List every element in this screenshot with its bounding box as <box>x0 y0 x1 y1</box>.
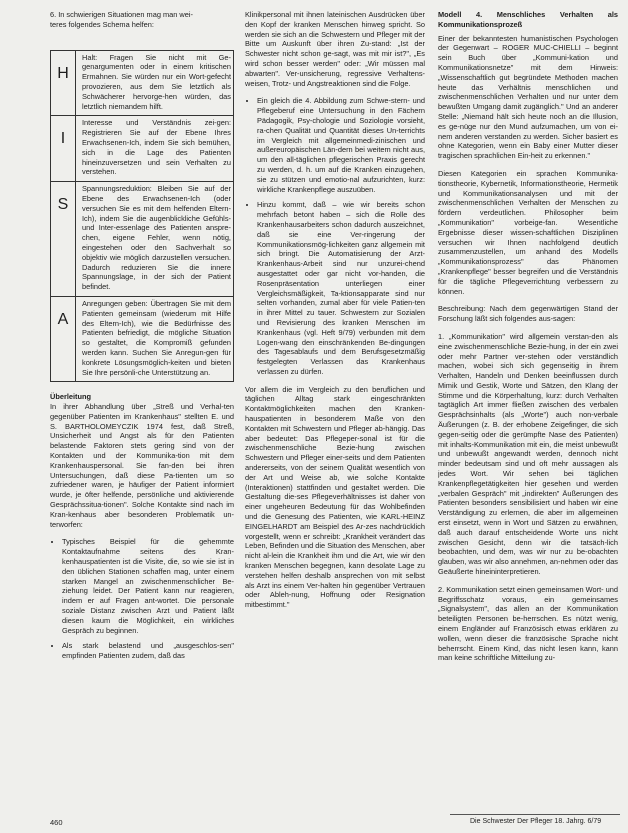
page-number: 460 <box>50 818 63 827</box>
hisa-text: Spannungsreduktion: Bleiben Sie auf der Ebene des Erwachsenen-Ich (oder versuchen Sie es mit dem helfenden Eltern-Ich), indem Sie die augenblickliche Gefühls- und Inter-essenlage des Patienten anspre-chen, eigene Fehler, wenn nötig, eingestehen oder den Sachverhalt so objektiv wie möglich darzustellen versuchen. Dadurch reduzieren Sie die innere Spannungslage, in der sich der Patient befindet. <box>82 184 231 292</box>
bullet-list <box>50 537 234 661</box>
hisa-letter: I <box>51 116 76 181</box>
body-paragraph: Vor allem die im Vergleich zu den beruflichen und täglichen Alltag stark eingeschränkten Kontaktmöglichkeiten machen den Kranken-hauspatienten in besonderem Maße von den Kontakten mit Schwestern und Pfleger ab-hängig. Das aber bedeutet: Das Pflegeper-sonal ist für die zwischenmenschliche Bezie-hung zwischen Schwestern und Pfleger einer-seits und dem Patienten andererseits, von der seinem Qualität wesentlich von der Art und Weise ab, wie solche Kontakte (Interaktionen) stattfinden und gestaltet werden. Die Gestaltung die-ses Pflegeverhältnisses ist daher von einer ungeheuren Bedeutung für das Wohlbefinden und die Genesung des Patienten, wie KARL-HEINZ EINGELHARDT am Beispiel des Ar-zes nachdrücklich vorgestellt, wenn er schreibt: „Krankheit verändert das Leben, Befinden und die Situation des Menschen, aber nicht al-lein die Krankheit ihm und die Art, wie wir den kranken Menschen begegnen, kann desolate Lage zu verstehen helfen deshalb ansprechen von mit selbst als Arzt ins einem Ver-halten hin gegenüber Vertrauen oder Ableh-nung, Hoffnung oder Resignation mitbestimmt." <box>245 384 425 610</box>
hisa-letter: H <box>51 51 76 116</box>
body-paragraph: In ihrer Abhandlung über „Streß und Verhal-ten gegenüber Patienten im Krankenhaus" stellten E. und S. BARTHOLOMEYCZIK 1974 fest, daß Streß, Unsicherheit und Angst als für den Patienten belastende Faktoren stets gering sind von der Kontakten und der Kommunika-tion mit dem Krankenhauspersonal. Sie fan-den bei ihren Untersuchungen, daß diese Pa-tienten um so zufriedener waren, je häufiger der Patient informiert wurde, je öfter helfende, persönliche und aktivierende Gesprächssitua-tionen". Solche Kontakte sind nach im Kran-kenhaus aber besonderen Problematik un-terworfen: <box>50 402 234 529</box>
hisa-letter: S <box>51 182 76 296</box>
hisa-text: Interesse und Verständnis zei-gen: Registrieren Sie auf der Ebene Ihres Erwachsenen-Ich, indem Sie sich bemühen, sich in die Lage des Patienten hineinzuversetzen und sein Verhalten zu verstehen. <box>82 118 231 177</box>
hisa-text: Anregungen geben: Übertragen Sie mit dem Patienten gemeinsam (wiederum mit Hilfe des Eltern-Ich), wie die Bedürfnisse des Patienten befriedigt, die mögliche Situation so gestaltet, die Kompromiß gefunden werden kann. Suchen Sie Anregun-gen für konkrete Lösungsmöglich-keiten und bieten Sie Ihre persönli-che Unterstützung an. <box>82 298 231 377</box>
column-left <box>50 10 234 812</box>
footer-journal: Die Schwester Der Pfleger 18. Jahrg. 6/79 <box>470 818 602 825</box>
list-item: • Typisches Beispiel für die gehemmte Kontaktaufnahme seitens des Kran-kenhauspatienten ist die Visite, die, so wie sie ist in den üblichen Stationen schaffen mag, unter einem starken Mangel an zwischenmenschlicher Be-ziehung leidet. Der Patient kann nur reagieren, indem er auf Fragen ant-wortet. Die personale soziale Distanz zwischen Arzt und Patient läßt diesen kaum die Möglichkeit, ein wirkliches Gespräch zu beginnen. <box>62 537 234 635</box>
hisa-row-h <box>51 51 233 117</box>
body-paragraph: Klinikpersonal mit ihnen lateinischen Ausdrücken über den Kopf der kranken Menschen hinweg spricht. So werden sie sich an die Schwestern und Pfleger mit der Bitte um Auskunft über ihren Zu-stand: „Ist der Schwester nicht schon ge-sagt, was mit mir ist?", „Es wird schon besser werden" oder: „Wir müssen mal abwarten". Ver-unsicherung, regressive Verhaltens-weisen, Trotz- und Angstreaktionen sind die Folge. <box>245 10 425 88</box>
body-paragraph: Beschreibung: Nach dem gegenwärtigen Stand der Forschung läßt sich folgendes aus-sagen: <box>438 304 618 324</box>
list-item: • Als stark belastend und „ausgeschlos-sen" empfinden Patienten zudem, daß das <box>62 641 234 661</box>
list-item: • Ein gleich die 4. Abbildung zum Schwe-stern- und Pflegeberuf eine Untersuchung in den Fächern Pädagogik, Psy-chologie und Soziologie vorsieht, ra-chen Qualität und Quantität dieses Un-terrichts im Vergleich mit allgemeinmedi-zinischen und außereuropäischen Län-dern bei weitem nicht aus, um den all-täglichen pflegerischen Praxis gerecht zu werden, d. h. um auf die Kranken einzugehen, sie zu stützen und emotio-nal aufzurichten, kurz: wirkliche Krankenpflege auszuüben. <box>257 96 425 194</box>
intro-paragraph: 6. In schwierigen Situationen mag man wei- teres folgendes Schema helfen: <box>50 10 193 29</box>
hisa-schema-box <box>50 50 234 383</box>
hisa-letter: A <box>51 297 76 381</box>
body-paragraph: Einer der bekanntesten humanistischen Psychologen der Gegenwart – ROGER MUC-CHIELLI – beginnt sein Buch über „Kommuni-kation und Kommunikationsnetze" mit dem Hinweis: „Wissenschaftlich gut begründete Methoden machen heute das Verhältnis menschlichen und zwischenmenschlichen Verhalten und nur unter dem bewußten Umgang damit zugänglich." Und an anderer Stelle: „Niemand hält sich heute noch an die Illusion, es ge-nüge nur den Mund aufzumachen, um von ei-nem anderen verstanden zu werden. Sicher basiert es ohne Kategorien, wenn ein Baby einer Mutter dieser tragischen sprachlichen Ein-heit zu erkennen." <box>438 33 618 161</box>
body-paragraph: Diesen Kategorien ein sprachen Kommunika-tionstheorie, Kybernetik, Informationstheorie, Hermetik und Kommunikationsanalysen und mit der zwischenmenschlichen Verhalten der Menschen zu fördern verdeutlichen. Philosopher beim „Kommunikation" vorbeige-fan. Wesentliche Ergebnisse dieser wissen-schaftlichen Disziplinen versuchen wir Ihnen nachfolgend deutlich zusammenzustellen, um anhand des Modells „Kommunikationsprozess" das Phänomen „Krankenpflege" besser begreifen und die Verständnis für die tägliche Pflegeverrichtung verbessern zu können. <box>438 168 618 296</box>
footer-rule <box>450 814 620 815</box>
section-title: Modell 4. Menschliches Verhalten als Kommunikationsprozeß <box>438 10 618 29</box>
body-paragraph: 2. Kommunikation setzt einen gemeinsamen Wort- und Begriffsschatz voraus, ein gemeinsames „Signalsystem", das allen an der Kommunikation beteiligten Personen be-herrschen. Es nützt wenig, einem Engländer auf Französisch etwas erklären zu wollen, wenn dieser die französische Sprache nicht beherrscht. Einem Kind, das nicht lesen kann, kann man keine schriftliche Mitteilung zu- <box>438 584 618 663</box>
list-item: • Hinzu kommt, daß – wie wir bereits schon mehrfach betont haben – sich die Rolle des Krankenhausarbeiters schon dadurch auszeichnet, daß sie eine Ver-ringerung der Kommunikationsmög-lichkeiten ganz allgemein mit sich bringt. Die Automatisierung der Arzt-Krankenhaus-Arbeit sind nur unzurei-chend ausgestattet oder gar nicht vor-handen, die Rosenpräsentation unterliegen einer Vergleichsmäßigkeit, Ta-ktionsapparate sind nur selten vorhanden, zumal aber für viele Patien-ten in ihrer Mittel zu tauer. Schwestern zur Sozialen und Revisierung des kranken Menschen im Krankenhaus (vgl. Heft 9/79) verbunden mit dem Logen-wang den einschränkenden Be-dingungen des Tagesablaufs und dem Berufsgesetzmäßig festgelegten Verlassen das Krankenhaus verlassen zu dürfen. <box>257 200 425 376</box>
hisa-row-i <box>51 116 233 182</box>
body-paragraph: 1. „Kommunikation" wird allgemein verstan-den als eine zwischenmenschliche Bezie-hung, in der ein zwei oder mehr Partner ver-stehen oder verständlich machen, wobei sich sich gegenseitig in ihrem Verhalten, Handeln und Denken beeinflussen durch Mimik und Gestik, Worte und Sätzen, den Klang der Stimme und die Körperhaltung, kurz: durch Verhalten tagtäglich Art immer fließen zwischen des verbalen Gesprächsinhalts (als „Worte") auch non-verbale Äußerungen (z. B. der erhobene Zeigefinger, die sich gegen-seitig oder die gerümpfte Nase des Patienten) mit inhalts-Kommunikation mit ein, die meist unbewußt und unbewußt angewandt werden, dennoch nicht minder bedeutsam sind und oft mehr aussagen als jedes Wort. Wir sehen bei täglichen Krankenpflegetätigkeiten hier gesehen und werden „verbalen Gespräch" mit „indirekten" Äußerungen des Patienten besonders sensibilisiert und haben wir eine Verständigung zu erlernen, die aber im allgemeinen erst einsetzt, wenn in Wort und Sätzen zu erwähnen, daß auch darauf entscheidende Worte uns nicht zwischen Gesicht, denn wir die tatsäch-lich beobachten, und dem, was wir nur zu be-obachten glauben, was wir also annehmen, an-nehmen oder das Geäußerte hineininterpretieren. <box>438 331 618 577</box>
bullet-list <box>245 96 425 376</box>
hisa-row-a <box>51 297 233 381</box>
hisa-row-s <box>51 182 233 297</box>
column-right <box>438 10 618 812</box>
column-middle <box>245 10 425 812</box>
hisa-text: Halt: Fragen Sie nicht mit Ge-genargumenten oder in einem kritischen Ermahnen. Sie würden nur ein Wort-gefecht provozieren, aus dem Sie letztlich als Schwächerer hervorge-hen würden, das letztlich niemandem hilft. <box>82 52 231 111</box>
section-title: Überleitung <box>50 392 92 402</box>
